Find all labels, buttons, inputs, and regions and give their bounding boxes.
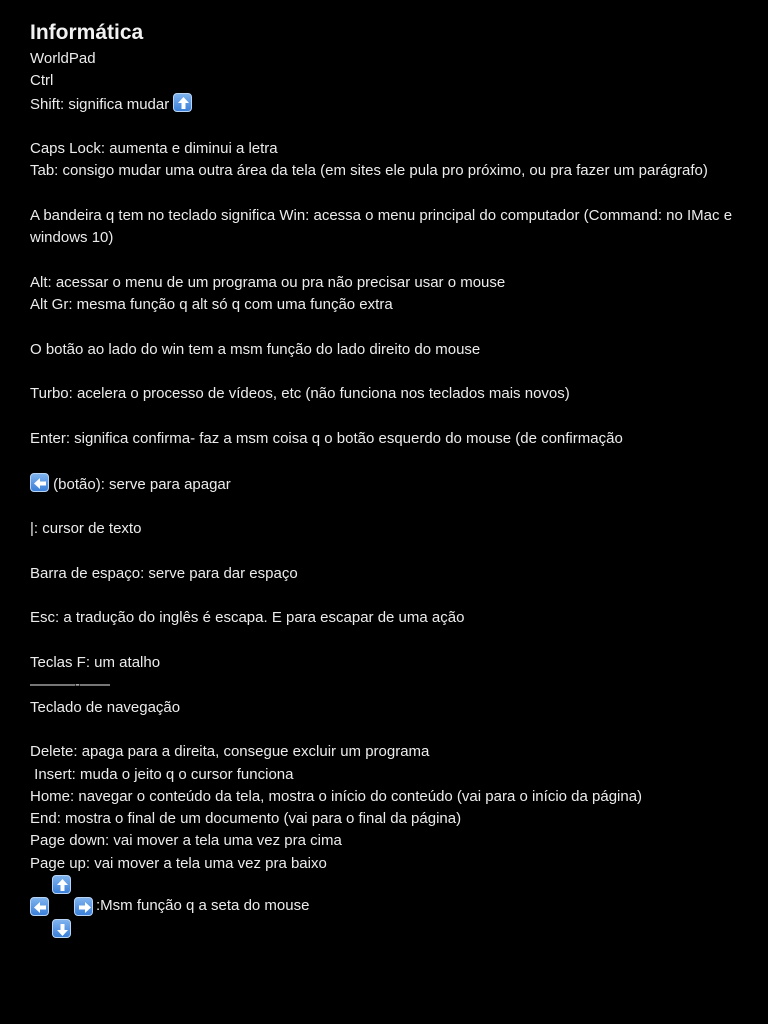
blank-line [30,496,750,518]
note-line-win: A bandeira q tem no teclado significa Win: acessa o menu principal do computador (Command: no IMac e windows 10) [30,207,737,247]
note-line-nav-heading: Teclado de navegação [30,698,181,716]
blank-line [30,406,750,428]
note-line-divider: ———-—— [30,676,110,694]
note-line-insert: Insert: muda o jeito q o cursor funciona [30,765,294,783]
note-line-turbo: Turbo: acelera o processo de vídeos, etc (não funciona nos teclados mais novos) [30,385,570,403]
note-line-f-keys: Teclas F: um atalho [30,654,161,672]
note-body[interactable] [30,18,750,941]
note-line-ctrl: Ctrl [30,72,54,90]
blank-line [30,183,750,205]
note-line-menu-key: O botão ao lado do win tem a msm função do lado direito do mouse [30,340,481,358]
blank-line [30,361,750,383]
backspace-text: (botão): serve para apagar [49,475,231,493]
blank-line [30,116,750,138]
note-line-altgr: Alt Gr: mesma função q alt só q com uma função extra [30,296,393,314]
arrow-keys-text: :Msm função q a seta do mouse [96,896,310,914]
note-line-home: Home: navegar o conteúdo da tela, mostra o início do conteúdo (vai para o início da página) [30,787,643,805]
down-arrow-icon [52,919,71,938]
left-arrow-icon [30,473,49,492]
note-line-page-up: Page up: vai mover a tela uma vez pra baixo [30,854,327,872]
note-line-shift [30,93,750,116]
note-line-alt: Alt: acessar o menu de um programa ou pra não precisar usar o mouse [30,273,506,291]
arrow-keys-block [30,875,750,941]
note-line-end: End: mostra o final de um documento (vai para o final da página) [30,810,462,828]
note-line-cursor: |: cursor de texto [30,520,142,538]
note-line-esc: Esc: a tradução do inglês é escapa. E para escapar de uma ação [30,609,465,627]
blank-line [30,450,750,472]
blank-line [30,541,750,563]
note-line-enter: Enter: significa confirma- faz a msm coisa q o botão esquerdo do mouse (de confirmação [30,430,623,448]
blank-line [30,585,750,607]
up-arrow-icon [173,93,192,112]
note-line-worldpad: WorldPad [30,50,96,67]
right-arrow-icon [74,897,93,916]
blank-line [30,250,750,272]
shift-text: Shift: significa mudar [30,95,170,113]
blank-line [30,719,750,741]
note-line-space: Barra de espaço: serve para dar espaço [30,564,298,582]
note-line-page-down: Page down: vai mover a tela uma vez pra cima [30,832,342,850]
note-line-tab: Tab: consigo mudar uma outra área da tela (em sites ele pula pro próximo, ou pra fazer um parágrafo) [30,162,708,180]
left-arrow-icon [30,897,49,916]
note-line-capslock: Caps Lock: aumenta e diminui a letra [30,140,278,158]
blank-line [30,630,750,652]
note-title: Informática [30,21,144,44]
note-line-backspace [30,473,750,496]
up-arrow-icon [52,875,71,894]
note-line-delete: Delete: apaga para a direita, consegue excluir um programa [30,743,430,761]
blank-line [30,317,750,339]
